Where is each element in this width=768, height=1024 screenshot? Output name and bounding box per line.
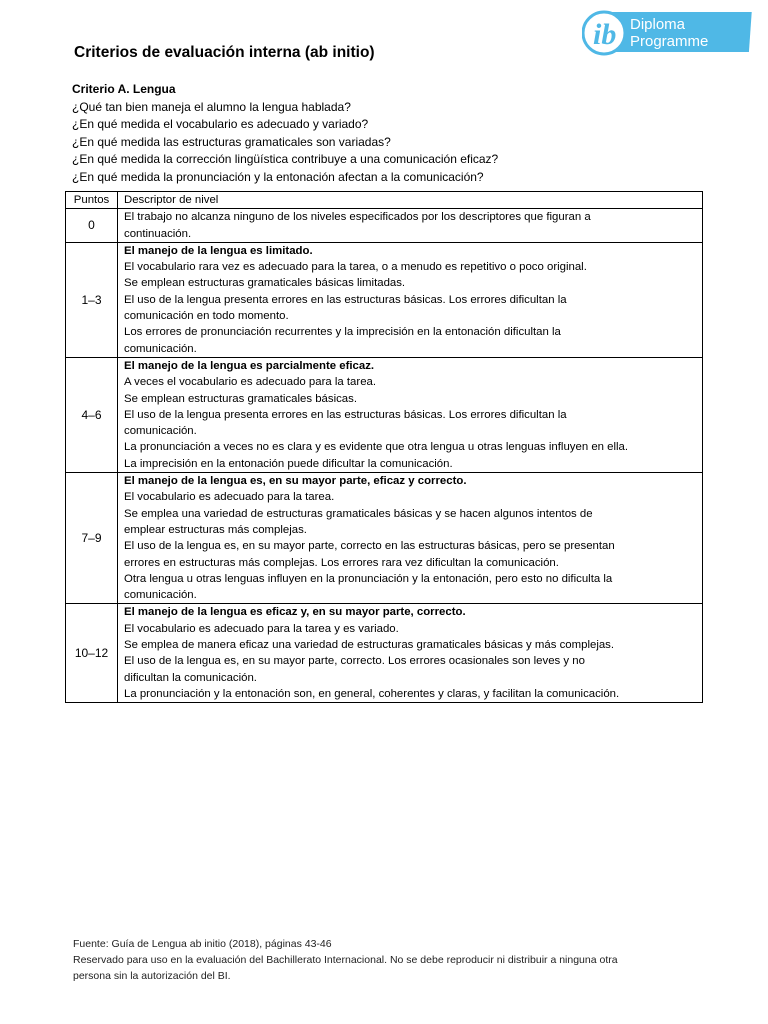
descriptor-line: comunicación. [124,589,197,602]
row-descriptor [118,209,703,243]
descriptor-line: Otra lengua u otras lenguas influyen en la pronunciación y la entonación, pero esto no dificulta la [124,572,613,585]
table-row [66,242,703,357]
descriptor-line: El uso de la lengua presenta errores en las estructuras básicas. Los errores dificultan la [124,408,567,421]
row-points: 7–9 [66,473,118,604]
row-points: 0 [66,209,118,243]
ib-logo-graphic [582,8,754,58]
descriptor-line: A veces el vocabulario es adecuado para la tarea. [124,376,377,389]
logo-ib-mark: ib [593,18,617,51]
footer [73,936,713,984]
criterion-question: ¿Qué tan bien maneja el alumno la lengua hablada? [72,99,351,114]
logo-line2: Programme [630,33,709,50]
descriptor-line: continuación. [124,227,192,240]
descriptor-line: La pronunciación y la entonación son, en general, coherentes y claras, y facilitan la comunicación. [124,687,620,700]
descriptor-line: comunicación en todo momento. [124,310,289,323]
descriptor-line: La pronunciación a veces no es clara y es evidente que otra lengua u otras lenguas influyen en ella. [124,441,629,454]
footer-notice: Reservado para uso en la evaluación del Bachillerato Internacional. No se debe reproducir ni distribuir a ninguna otra [73,954,618,966]
row-points: 1–3 [66,242,118,357]
table-header-row [66,192,703,209]
row-points: 4–6 [66,357,118,472]
rubric-table [65,191,703,703]
page-title: Criterios de evaluación interna (ab initio) [74,44,375,61]
descriptor-line: Se emplea una variedad de estructuras gramaticales básicas y se hacen algunos intentos de [124,507,593,520]
descriptor-line: El uso de la lengua es, en su mayor parte, correcto en las estructuras básicas, pero se presentan [124,540,615,553]
descriptor-line: El manejo de la lengua es, en su mayor parte, eficaz y correcto. [124,475,467,488]
descriptor-line: errores en estructuras más complejas. Los errores rara vez dificultan la comunicación. [124,556,559,569]
descriptor-line: Se emplean estructuras gramaticales básicas limitadas. [124,277,406,290]
descriptor-line: El manejo de la lengua es parcialmente eficaz. [124,359,375,372]
descriptor-line: El manejo de la lengua es limitado. [124,244,313,257]
descriptor-line: La imprecisión en la entonación puede dificultar la comunicación. [124,457,453,470]
criterion-question: ¿En qué medida las estructuras gramaticales son variadas? [72,134,391,149]
criterion-question: ¿En qué medida la pronunciación y la entonación afectan a la comunicación? [72,169,484,184]
descriptor-line: El trabajo no alcanza ninguno de los niveles especificados por los descriptores que figuran a [124,211,591,224]
descriptor-line: El manejo de la lengua es eficaz y, en su mayor parte, correcto. [124,606,466,619]
descriptor-line: Se emplean estructuras gramaticales básicas. [124,392,357,405]
descriptor-line: El vocabulario es adecuado para la tarea. [124,491,335,504]
descriptor-line: emplear estructuras más complejas. [124,523,307,536]
descriptor-line: comunicación. [124,342,197,355]
descriptor-line: El vocabulario es adecuado para la tarea y es variado. [124,622,399,635]
footer-notice: persona sin la autorización del BI. [73,970,231,982]
criterion-question: ¿En qué medida el vocabulario es adecuado y variado? [72,117,369,131]
descriptor-line: comunicación. [124,425,197,438]
table-row [66,473,703,604]
row-descriptor [118,357,703,472]
descriptor-line: Los errores de pronunciación recurrentes y la imprecisión en la entonación dificultan la [124,326,561,339]
criterion-block [72,81,498,186]
descriptor-header: Descriptor de nivel [118,192,703,209]
footer-source: Fuente: Guía de Lengua ab initio (2018), páginas 43-46 [73,938,332,950]
descriptor-line: dificultan la comunicación. [124,671,257,684]
row-descriptor [118,473,703,604]
descriptor-line: El vocabulario rara vez es adecuado para la tarea, o a menudo es repetitivo o poco original. [124,261,587,274]
descriptor-line: El uso de la lengua es, en su mayor parte, correcto. Los errores ocasionales son leves y no [124,655,585,668]
descriptor-line: El uso de la lengua presenta errores en las estructuras básicas. Los errores dificultan la [124,293,567,306]
criterion-title: Criterio A. Lengua [72,82,176,96]
row-points: 10–12 [66,604,118,703]
row-descriptor [118,604,703,703]
points-header: Puntos [66,192,118,209]
table-row [66,357,703,472]
ib-logo [582,8,754,58]
row-descriptor [118,242,703,357]
table-row [66,604,703,703]
descriptor-line: Se emplea de manera eficaz una variedad de estructuras gramaticales básicas y más complejas. [124,639,615,652]
table-row [66,209,703,243]
logo-line1: Diploma [630,16,686,33]
criterion-question: ¿En qué medida la corrección lingüística contribuye a una comunicación eficaz? [72,152,499,166]
